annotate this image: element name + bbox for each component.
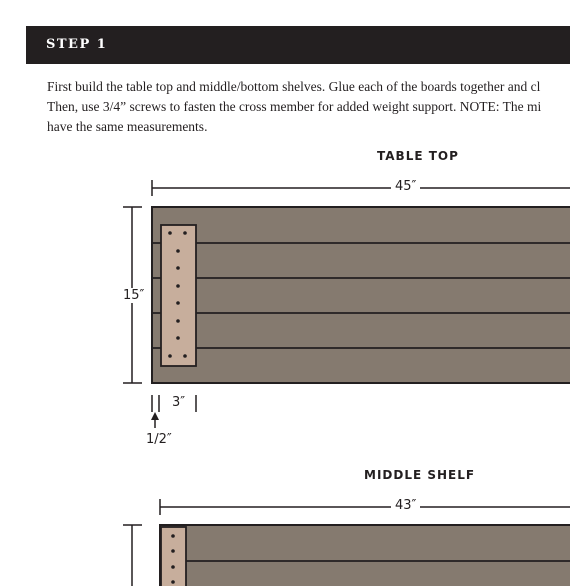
table-top-cross-member [161,225,196,366]
table-top-width-dimension [152,180,570,196]
table-top-board [152,207,570,383]
table-top-height-label: 15″ [119,288,148,303]
middle-shelf-width-dimension [160,499,570,515]
table-top-title: TABLE TOP [377,149,459,163]
middle-shelf-board [160,525,570,586]
cross-member-width-label: 3″ [172,395,186,410]
middle-shelf-title: MIDDLE SHELF [364,468,476,482]
middle-shelf-height-dimension [123,525,142,586]
middle-shelf-cross-member [161,527,186,586]
intro-line-2: Then, use 3/4” screws to fasten the cross member for added weight support. NOTE: The mi [47,99,542,114]
table-top-width-label: 45″ [391,179,420,194]
offset-label: 1/2″ [146,432,172,447]
intro-line-1: First build the table top and middle/bottom shelves. Glue each of the boards together and cl [47,79,541,94]
middle-shelf-width-label: 43″ [391,498,420,513]
step-title: STEP 1 [46,37,108,52]
offset-arrow [151,412,159,428]
intro-line-3: have the same measurements. [47,119,208,134]
